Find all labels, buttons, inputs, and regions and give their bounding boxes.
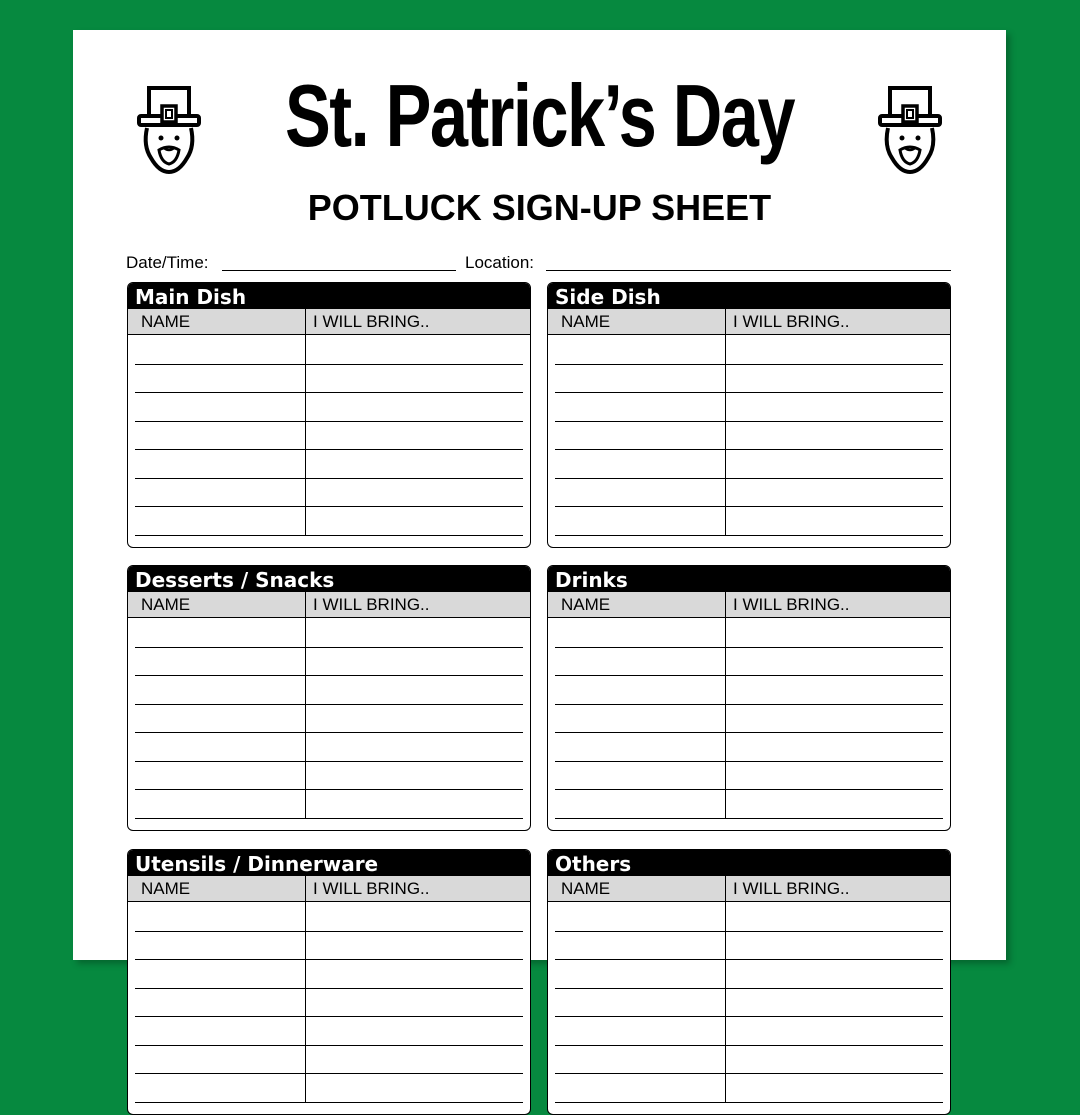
column-divider: [725, 876, 726, 901]
section-title: Main Dish: [128, 283, 530, 309]
signup-row-line[interactable]: [135, 675, 523, 676]
signup-row-line[interactable]: [135, 421, 523, 422]
signup-row-line[interactable]: [555, 959, 943, 960]
event-info-row: [126, 251, 952, 275]
signup-row-line[interactable]: [135, 478, 523, 479]
name-column-header: NAME: [141, 879, 191, 898]
column-divider: [725, 335, 726, 535]
column-divider: [725, 592, 726, 617]
signup-row-line[interactable]: [555, 732, 943, 733]
name-column-header: NAME: [141, 312, 191, 331]
section-drinks: [547, 565, 951, 831]
date-time-label: Date/Time:: [126, 253, 209, 272]
entry-area: [548, 902, 950, 1114]
signup-row-line[interactable]: [555, 789, 943, 790]
signup-row-line[interactable]: [135, 647, 523, 648]
signup-row-line[interactable]: [555, 421, 943, 422]
section-title: Desserts / Snacks: [128, 566, 530, 592]
column-divider: [725, 618, 726, 818]
signup-row-line[interactable]: [135, 1073, 523, 1074]
signup-row-line[interactable]: [555, 988, 943, 989]
bring-column-header: I WILL BRING..: [313, 879, 430, 898]
column-divider: [305, 335, 306, 535]
column-divider: [305, 592, 306, 617]
name-column-header: NAME: [561, 312, 611, 331]
signup-row-line[interactable]: [555, 675, 943, 676]
section-title: Drinks: [548, 566, 950, 592]
name-column-header: NAME: [141, 595, 191, 614]
signup-row-line[interactable]: [555, 818, 943, 819]
section-title: Utensils / Dinnerware: [128, 850, 530, 876]
entry-area: [548, 618, 950, 830]
signup-row-line[interactable]: [555, 1102, 943, 1103]
column-divider: [305, 876, 306, 901]
section-utensils-dinnerware: [127, 849, 531, 1115]
signup-row-line[interactable]: [135, 732, 523, 733]
date-time-field[interactable]: [222, 270, 456, 271]
signup-row-line[interactable]: [555, 449, 943, 450]
signup-row-line[interactable]: [555, 364, 943, 365]
bring-column-header: I WILL BRING..: [733, 312, 850, 331]
signup-row-line[interactable]: [135, 931, 523, 932]
signup-row-line[interactable]: [135, 1016, 523, 1017]
signup-row-line[interactable]: [555, 761, 943, 762]
signup-row-line[interactable]: [135, 1045, 523, 1046]
name-column-header: NAME: [561, 595, 611, 614]
signup-row-line[interactable]: [135, 449, 523, 450]
section-title: Side Dish: [548, 283, 950, 309]
signup-row-line[interactable]: [555, 647, 943, 648]
bring-column-header: I WILL BRING..: [733, 595, 850, 614]
entry-area: [128, 902, 530, 1114]
page-subtitle: POTLUCK SIGN-UP SHEET: [307, 187, 772, 228]
signup-row-line[interactable]: [135, 364, 523, 365]
page-title: St. Patrick’s Day: [285, 66, 794, 165]
signup-sheet: [73, 30, 1006, 960]
signup-row-line[interactable]: [555, 1073, 943, 1074]
signup-row-line[interactable]: [135, 761, 523, 762]
bring-column-header: I WILL BRING..: [313, 312, 430, 331]
section-title: Others: [548, 850, 950, 876]
signup-row-line[interactable]: [135, 959, 523, 960]
column-header-row: [548, 309, 950, 335]
column-divider: [725, 902, 726, 1102]
section-main-dish: [127, 282, 531, 548]
signup-row-line[interactable]: [555, 704, 943, 705]
signup-row-line[interactable]: [135, 818, 523, 819]
signup-row-line[interactable]: [555, 506, 943, 507]
entry-area: [128, 335, 530, 547]
column-header-row: [128, 876, 530, 902]
bring-column-header: I WILL BRING..: [313, 595, 430, 614]
section-others: [547, 849, 951, 1115]
column-divider: [305, 618, 306, 818]
signup-row-line[interactable]: [135, 1102, 523, 1103]
entry-area: [128, 618, 530, 830]
bring-column-header: I WILL BRING..: [733, 879, 850, 898]
location-label: Location:: [465, 253, 534, 272]
signup-row-line[interactable]: [135, 392, 523, 393]
column-header-row: [548, 876, 950, 902]
column-header-row: [548, 592, 950, 618]
signup-row-line[interactable]: [555, 478, 943, 479]
signup-row-line[interactable]: [555, 931, 943, 932]
column-divider: [305, 309, 306, 334]
signup-row-line[interactable]: [555, 392, 943, 393]
signup-row-line[interactable]: [135, 535, 523, 536]
signup-row-line[interactable]: [555, 1045, 943, 1046]
signup-row-line[interactable]: [555, 1016, 943, 1017]
column-header-row: [128, 309, 530, 335]
location-field[interactable]: [546, 270, 951, 271]
signup-row-line[interactable]: [135, 704, 523, 705]
entry-area: [548, 335, 950, 547]
signup-row-line[interactable]: [135, 506, 523, 507]
column-header-row: [128, 592, 530, 618]
signup-row-line[interactable]: [135, 789, 523, 790]
signup-row-line[interactable]: [555, 535, 943, 536]
name-column-header: NAME: [561, 879, 611, 898]
section-side-dish: [547, 282, 951, 548]
column-divider: [725, 309, 726, 334]
section-desserts-snacks: [127, 565, 531, 831]
signup-row-line[interactable]: [135, 988, 523, 989]
column-divider: [305, 902, 306, 1102]
